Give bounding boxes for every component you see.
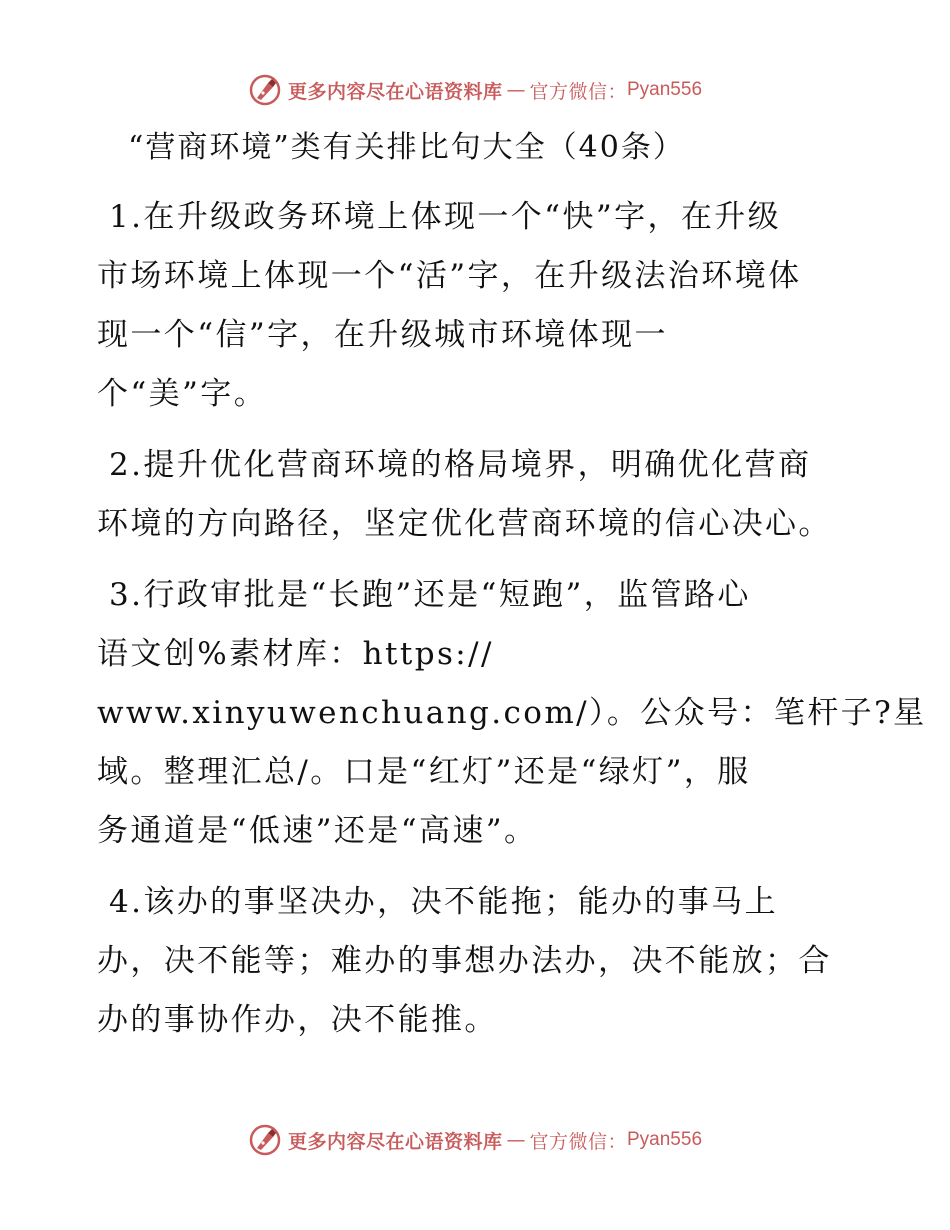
text-line: 3.行政审批是“长跑”还是“短跑”，监管路心	[109, 577, 751, 613]
text-line: 务通道是“低速”还是“高速”。	[97, 813, 538, 849]
header-banner	[0, 68, 950, 112]
text-line: 现一个“信”字，在升级城市环境体现一	[97, 317, 668, 353]
list-item	[97, 566, 927, 861]
list-item	[97, 873, 857, 1050]
banner-separator: —	[506, 79, 526, 101]
banner-slogan: 更多内容尽在心语资料库	[287, 1130, 503, 1153]
banner-wechat-label: 官方微信：	[529, 1130, 627, 1153]
text-line: 语文创%素材库：https://	[97, 636, 494, 672]
pen-nib-logo-icon	[248, 1123, 282, 1157]
text-line: 域。整理汇总/。口是“红灯”还是“绿灯”，服	[97, 754, 751, 790]
banner-slogan: 更多内容尽在心语资料库	[287, 80, 503, 103]
banner-wechat-id: Pyan556	[627, 79, 703, 100]
banner-separator: —	[506, 1129, 526, 1151]
document-body	[97, 188, 927, 1060]
list-item	[97, 436, 857, 554]
text-line: 环境的方向路径，坚定优化营商环境的信心决心。	[97, 506, 832, 542]
list-item	[97, 188, 857, 424]
text-line: www.xinyuwenchuang.com/）。公众号：笔杆子?星	[97, 695, 927, 731]
text-line: 2.提升优化营商环境的格局境界，明确优化营商	[109, 447, 812, 483]
banner-wechat-label: 官方微信：	[529, 80, 627, 103]
footer-banner	[0, 1118, 950, 1162]
text-line: 办的事协作办，决不能推。	[97, 1002, 498, 1038]
banner-wechat-id: Pyan556	[627, 1129, 703, 1150]
document-title: “营商环境”类有关排比句大全（40条）	[128, 130, 685, 165]
text-line: 个“美”字。	[97, 376, 268, 412]
pen-nib-logo-icon	[248, 73, 282, 107]
text-line: 1.在升级政务环境上体现一个“快”字，在升级	[109, 199, 782, 235]
text-line: 办，决不能等；难办的事想办法办，决不能放；合	[97, 943, 832, 979]
text-line: 市场环境上体现一个“活”字，在升级法治环境体	[97, 258, 802, 294]
text-line: 4.该办的事坚决办，决不能拖；能办的事马上	[109, 884, 778, 920]
